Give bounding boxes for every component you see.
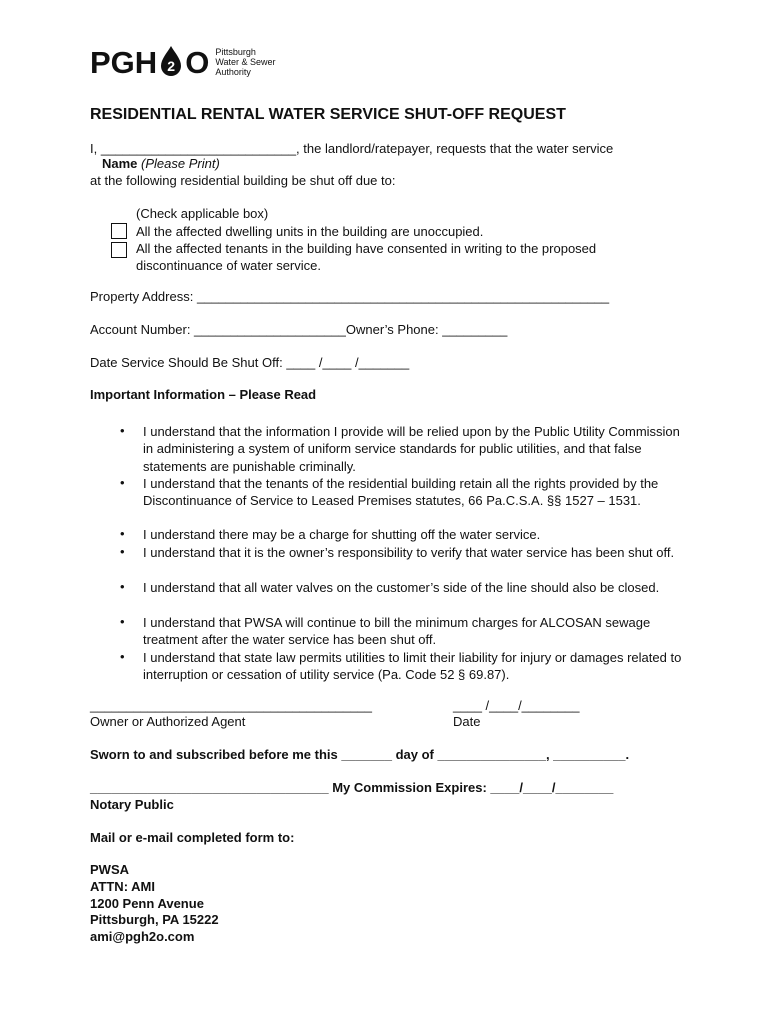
logo-mark-left: PGH bbox=[90, 44, 158, 80]
email-address[interactable]: ami@pgh2o.com bbox=[90, 929, 195, 944]
logo-subtitle bbox=[215, 47, 275, 77]
address-line: Pittsburgh, PA 15222 bbox=[90, 912, 219, 927]
option-unoccupied: All the affected dwelling units in the building are unoccupied. bbox=[136, 224, 484, 239]
pwsa-logo bbox=[90, 42, 276, 82]
logo-sub-line: Authority bbox=[215, 67, 251, 77]
option-consented-2: discontinuance of water service. bbox=[136, 258, 321, 273]
date-label: Date bbox=[453, 714, 481, 729]
info-bullet: I understand that all water valves on the customer’s side of the line should also be closed. bbox=[143, 580, 660, 595]
account-phone-field[interactable]: Account Number: _____________________Owner’s Phone: _________ bbox=[90, 322, 508, 337]
notary-label: Notary Public bbox=[90, 797, 174, 812]
info-bullet: I understand that the information I provide will be relied upon by the Public Utility Commission in administering a system of uniform service standards for public utilities, and that false statements are punishable criminally. bbox=[143, 424, 680, 474]
mail-heading: Mail or e-mail completed form to: bbox=[90, 830, 295, 845]
sworn-line[interactable]: Sworn to and subscribed before me this _______ day of _______________, __________. bbox=[90, 747, 630, 762]
intro-line-2: at the following residential building be shut off due to: bbox=[90, 173, 396, 188]
logo-sub-line: Pittsburgh bbox=[215, 47, 256, 57]
form-title: RESIDENTIAL RENTAL WATER SERVICE SHUT-OFF REQUEST bbox=[90, 106, 566, 123]
address-line: 1200 Penn Avenue bbox=[90, 896, 204, 911]
name-caption bbox=[102, 156, 220, 171]
bullet-marker: • bbox=[120, 475, 125, 490]
address-line: PWSA bbox=[90, 862, 129, 877]
info-bullet: I understand that PWSA will continue to bill the minimum charges for ALCOSAN sewage treatment after the water service has been shut off. bbox=[143, 615, 651, 648]
consented-checkbox[interactable] bbox=[111, 242, 127, 258]
logo-mark-sub: 2 bbox=[167, 58, 176, 74]
info-bullet: I understand that state law permits utilities to limit their liability for injury or damages related to interruption or cessation of utility service (Pa. Code 52 § 69.87). bbox=[143, 650, 682, 683]
name-label: Name bbox=[102, 156, 138, 171]
notary-line[interactable]: _________________________________ My Commission Expires: ____/____/________ bbox=[90, 780, 614, 795]
property-address-field[interactable]: Property Address: _________________________________________________________ bbox=[90, 289, 610, 304]
name-hint: (Please Print) bbox=[137, 156, 220, 171]
check-heading: (Check applicable box) bbox=[136, 206, 269, 221]
bullet-marker: • bbox=[120, 544, 125, 559]
signature-date-line[interactable]: ____ /____/________ bbox=[453, 698, 580, 713]
info-bullet: I understand there may be a charge for shutting off the water service. bbox=[143, 527, 541, 542]
logo-mark-right: O bbox=[185, 44, 210, 80]
address-line: ATTN: AMI bbox=[90, 879, 155, 894]
owner-label: Owner or Authorized Agent bbox=[90, 714, 246, 729]
intro-line-1: I, ___________________________, the landlord/ratepayer, requests that the water service bbox=[90, 141, 614, 156]
unoccupied-checkbox[interactable] bbox=[111, 223, 127, 239]
info-bullet: I understand that the tenants of the residential building retain all the rights provided by the Discontinuance of Service to Leased Premises statutes, 66 Pa.C.S.A. §§ 1527 – 1531. bbox=[143, 476, 659, 509]
info-bullet: I understand that it is the owner’s responsibility to verify that water service has been shut off. bbox=[143, 545, 675, 560]
logo-mark bbox=[90, 45, 209, 79]
bullet-marker: • bbox=[120, 526, 125, 541]
shutoff-date-field[interactable]: Date Service Should Be Shut Off: ____ /____ /_______ bbox=[90, 355, 410, 370]
bullet-marker: • bbox=[120, 423, 125, 438]
water-drop-icon bbox=[158, 45, 184, 79]
bullet-marker: • bbox=[120, 649, 125, 664]
logo-sub-line: Water & Sewer bbox=[215, 57, 276, 67]
bullet-marker: • bbox=[120, 579, 125, 594]
bullet-marker: • bbox=[120, 614, 125, 629]
option-consented-1: All the affected tenants in the building have consented in writing to the proposed bbox=[136, 241, 597, 256]
signature-line[interactable]: _______________________________________ bbox=[90, 698, 372, 713]
important-heading: Important Information – Please Read bbox=[90, 387, 317, 402]
